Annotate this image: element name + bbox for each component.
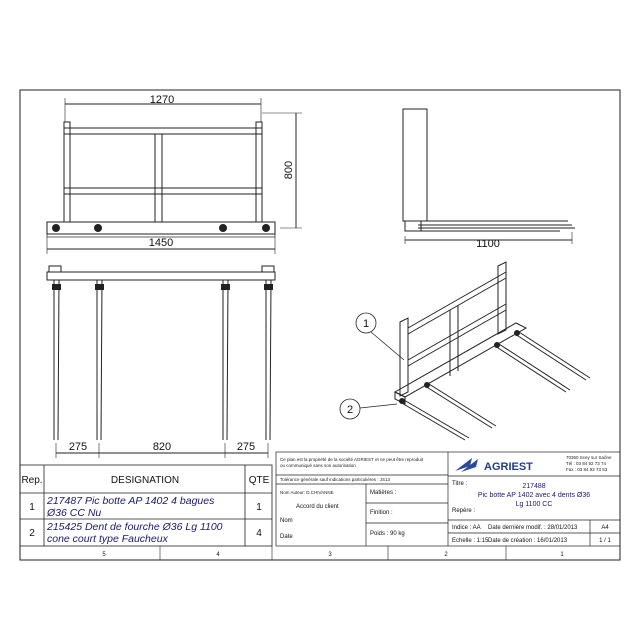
side-view — [403, 109, 575, 244]
zone-5: 5 — [102, 552, 106, 558]
balloon-1-label: 1 — [362, 318, 370, 330]
zone-ticks — [160, 546, 506, 560]
tb-address-2: Tél : 03 84 92 73 74 — [566, 461, 607, 466]
bom-row-1-rep: 1 — [29, 502, 35, 513]
bom-row-2-rep: 2 — [29, 528, 35, 539]
company-logo — [455, 458, 533, 473]
tb-tolerance: Tolérance générale sauf indications particulières : JS13 — [280, 477, 391, 482]
tb-notice-line1: Ce plan est la propriété de la société AGRIEST et ne peut être reproduit — [280, 457, 424, 462]
tb-scale: Echelle : 1:15 — [452, 538, 489, 544]
dim-front-height: 800 — [283, 160, 295, 180]
tb-part-name-line1: Pic botte AP 1402 avec 4 dents Ø36 — [477, 492, 591, 499]
tb-created: Date de création : 16/01/2013 — [488, 538, 568, 544]
tine-collars-top — [52, 284, 273, 290]
bom-header-designation: DESIGNATION — [110, 475, 180, 486]
tb-index: Indice : AA — [452, 525, 481, 531]
tb-name-label: Nom — [280, 518, 293, 524]
tb-weight: Poids : 90 kg — [370, 531, 405, 537]
bom-row-2-line1: 215425 Dent de fourche Ø36 Lg 1100 — [47, 521, 223, 533]
tine-collars-iso — [399, 330, 520, 404]
bom-row-1-line2: Ø36 CC Nu — [47, 507, 102, 519]
bom-row-2-qty: 4 — [256, 528, 262, 539]
dim-tine-right: 275 — [236, 441, 256, 453]
bom-header-qty: QTE — [248, 475, 270, 486]
tb-address-1: 70360 Scey sur Saône — [566, 455, 612, 460]
tine-sockets-front — [52, 224, 270, 232]
zone-3: 3 — [328, 552, 332, 558]
tb-format: A4 — [601, 525, 609, 531]
tb-material-label: Matières : — [370, 490, 397, 496]
tb-part-number: 217488 — [522, 483, 546, 490]
bom-row-2-line2: cone court type Faucheux — [47, 533, 168, 545]
tb-last-modified: Date dernière modif. : 28/01/2013 — [488, 525, 578, 531]
dim-side-length: 1100 — [476, 238, 500, 250]
tb-finish-label: Finition : — [370, 510, 393, 516]
tb-notice-line2: ou communiqué sans son autorisation — [280, 463, 356, 468]
bom-header-rep: Rep. — [21, 475, 43, 486]
dim-base-width: 1450 — [148, 237, 174, 249]
company-name: AGRIEST — [484, 461, 533, 473]
dim-tine-center: 820 — [152, 441, 172, 453]
bom-row-1-qty: 1 — [256, 502, 262, 513]
tb-date-label: Date — [280, 534, 293, 540]
balloon-2-label: 2 — [346, 404, 354, 416]
tb-address-3: Fax : 03 84 92 73 53 — [566, 467, 608, 472]
tb-sheet: 1 / 1 — [599, 538, 611, 544]
zone-2: 2 — [444, 552, 448, 558]
tb-part-name-line2: Lg 1100 CC — [515, 501, 553, 508]
isometric-view — [360, 262, 590, 440]
dim-front-width: 1270 — [149, 94, 175, 106]
balloon-1 — [356, 313, 376, 333]
tb-repere-label: Repère : — [452, 508, 476, 514]
tb-author: Nom Auteur: D.CHIVANNE — [280, 490, 334, 495]
balloon-2 — [340, 399, 360, 419]
tb-title-label: Titre : — [452, 481, 468, 487]
tb-client-agreement: Accord du client — [296, 504, 339, 510]
zone-4: 4 — [216, 552, 220, 558]
bom-row-1-line1: 217487 Pic botte AP 1402 4 bagues — [47, 495, 215, 507]
dim-tine-left: 275 — [68, 441, 88, 453]
zone-1: 1 — [560, 552, 564, 558]
top-view — [47, 266, 275, 458]
